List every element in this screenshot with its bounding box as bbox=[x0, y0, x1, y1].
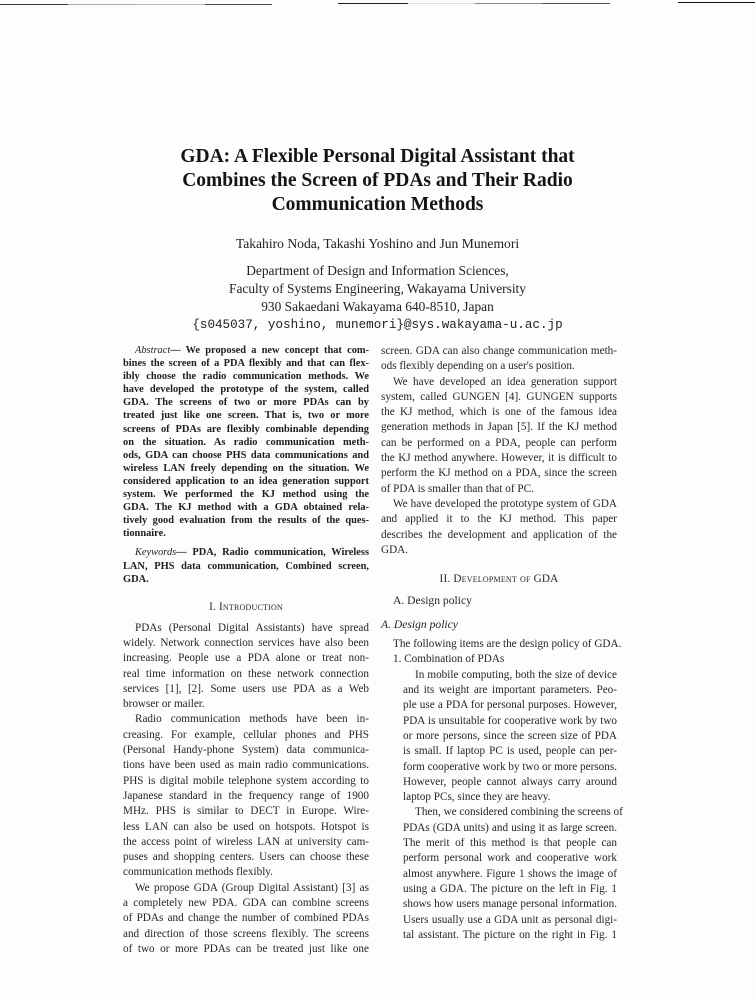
text-line: shows how users manage personal information. bbox=[403, 898, 617, 911]
text-line: ods flexibly depending on a user's position. bbox=[381, 360, 575, 373]
text-line: Japanese standard in the frequency range of 1900 bbox=[123, 789, 369, 802]
scan-edge-line bbox=[408, 3, 475, 4]
abstract-line: tively good evaluation from the results of the ques- bbox=[123, 515, 369, 527]
intro-paragraph-4 bbox=[381, 375, 617, 497]
author-emails: {s045037, yoshino, munemori}@sys.wakayama-u.ac.jp bbox=[192, 318, 563, 332]
list-item-label: 1. Combination of PDAs bbox=[393, 653, 505, 666]
scan-edge-line bbox=[338, 3, 408, 4]
text-line: and applied it to the KJ method. This paper bbox=[381, 513, 617, 526]
text-line: creasing. For example, cellular phones and PHS bbox=[123, 728, 369, 741]
text-line: the access point of wireless LAN at university cam- bbox=[123, 835, 369, 848]
abstract-line: wireless LAN freely depending on the situation. We bbox=[123, 462, 369, 474]
text-line: We have developed an idea generation support bbox=[393, 375, 617, 388]
title-line: Combines the Screen of PDAs and Their Radio bbox=[182, 170, 573, 191]
intro-paragraph-3-cont bbox=[381, 344, 617, 375]
text-line: increasing. People use a PDA alone or treat non- bbox=[123, 652, 369, 665]
text-line: We have developed the prototype system of GDA bbox=[393, 497, 617, 510]
text-line: In mobile computing, both the size of device bbox=[415, 668, 617, 681]
scan-edge-line bbox=[542, 3, 610, 4]
text-line: The merit of this method is that people can bbox=[403, 837, 617, 850]
text-line: form cooperative work by two or more persons. bbox=[403, 760, 617, 773]
text-line: laptop PCs, since they are heavy. bbox=[403, 791, 551, 804]
text-line: describes the development and application of the bbox=[381, 528, 617, 541]
text-line: ple use a PDA for personal purposes. However, bbox=[403, 699, 617, 712]
text-line: of PDA is smaller than that of PC. bbox=[381, 482, 534, 495]
title-line: GDA: A Flexible Personal Digital Assistant that bbox=[180, 146, 575, 167]
left-column bbox=[123, 344, 369, 957]
scan-edge-line bbox=[475, 3, 542, 4]
section-heading-introduction: I. Introduction bbox=[209, 600, 283, 613]
intro-paragraph-1 bbox=[123, 621, 369, 713]
abstract-line: considered application to an idea generation support bbox=[123, 475, 369, 487]
text-line: PDAs (Personal Digital Assistants) have spread bbox=[135, 621, 369, 634]
text-line: is small. If laptop PC is used, people can per- bbox=[403, 745, 617, 758]
text-line: the KJ method, which is one of the famous idea bbox=[381, 406, 617, 419]
text-line: Radio communication methods have been in- bbox=[135, 713, 369, 726]
text-line: services [1], [2]. Some users use PDA as a Web bbox=[123, 682, 369, 695]
text-line: GDA. bbox=[381, 543, 409, 556]
abstract-line: GDA. The KJ method with a GDA obtained rela- bbox=[123, 502, 369, 514]
text-line: of two or more PDAs can be treated just like one bbox=[123, 942, 369, 955]
keywords-line: LAN, PHS data communication, Combined screen, bbox=[123, 560, 369, 572]
text-line: less LAN can also be used on hotspots. Hotspot is bbox=[123, 820, 369, 833]
text-line: the KJ method anywhere. However, it is difficult to bbox=[381, 452, 617, 465]
text-line: or more persons, since the screen size of PDA bbox=[403, 729, 617, 742]
text-line: Users usually use a GDA unit as personal digi- bbox=[403, 913, 617, 926]
list-item-body bbox=[381, 668, 617, 806]
text-line: widely. Network connection services have also been bbox=[123, 636, 369, 649]
intro-paragraph-2 bbox=[123, 712, 369, 880]
affiliation bbox=[120, 262, 635, 334]
scan-edge-line bbox=[205, 4, 272, 5]
text-line: and its weight are important parameters. Peo- bbox=[403, 684, 617, 697]
author-list: Takahiro Noda, Takashi Yoshino and Jun Munemori bbox=[235, 236, 520, 251]
text-line: (Personal Handy-phone System) data communica- bbox=[123, 744, 369, 757]
right-column bbox=[381, 344, 623, 943]
abstract-line: GDA. The screens of two or more PDAs can by bbox=[123, 397, 369, 409]
text-line: However, people cannot always carry around bbox=[403, 775, 617, 788]
abstract-line: Abstract— We proposed a new concept that com- bbox=[135, 345, 369, 356]
abstract-line: bines the screen of a PDA flexibly and that can flex- bbox=[123, 358, 369, 370]
text-line: generation methods in Japan [5]. If the KJ method bbox=[381, 421, 617, 434]
abstract-line: screens of PDAs are flexibly combinable depending bbox=[123, 423, 369, 435]
scan-edge-line bbox=[138, 4, 205, 5]
keywords-line: Keywords— PDA, Radio communication, Wireless bbox=[135, 547, 369, 559]
text-line: tions have been used as main radio communications. bbox=[123, 759, 369, 772]
scan-edge-line bbox=[68, 4, 138, 5]
affiliation-line: Department of Design and Information Sciences, bbox=[246, 263, 509, 278]
text-line: We propose GDA (Group Digital Assistant) [3] as bbox=[135, 881, 369, 894]
text-line: MHz. PHS is similar to DECT in Europe. Wire- bbox=[123, 805, 369, 818]
abstract-line: on the situation. As radio communication meth- bbox=[123, 436, 369, 448]
text-line: perform personal work and cooperative work bbox=[403, 852, 617, 865]
text-line: browser or mailer. bbox=[123, 698, 205, 711]
paper-title bbox=[120, 145, 635, 217]
subsection-heading-italic: A. Design policy bbox=[381, 618, 458, 632]
abstract-line: treated just like one screen. That is, two or more bbox=[123, 410, 369, 422]
text-line: system, called GUNGEN [4]. GUNGEN supports bbox=[381, 390, 617, 403]
abstract bbox=[123, 344, 369, 586]
keywords-line: GDA. bbox=[123, 573, 149, 585]
scan-edge-line bbox=[678, 2, 755, 3]
affiliation-line: Faculty of Systems Engineering, Wakayama University bbox=[229, 281, 526, 296]
title-line: Communication Methods bbox=[271, 194, 484, 215]
section-heading-development: II. Development of GDA bbox=[439, 573, 559, 586]
text-line: Then, we considered combining the screens of bbox=[415, 806, 623, 819]
abstract-line: ibly choose the radio communication methods. We bbox=[123, 371, 369, 383]
affiliation-line: 930 Sakaedani Wakayama 640-8510, Japan bbox=[261, 299, 494, 314]
text-line: PDAs (GDA units) and using it as large screen. bbox=[403, 821, 617, 834]
text-line: real time information on these network connection bbox=[123, 667, 369, 680]
text-line: almost anywhere. Figure 1 shows the image of bbox=[403, 867, 617, 880]
text-line: and direction of those screens flexibly. The screens bbox=[123, 927, 369, 940]
list-item-body-2 bbox=[381, 805, 623, 943]
text-line: PHS is digital mobile telephone system according to bbox=[123, 774, 369, 787]
text-line: using a GDA. The picture on the left in Fig. 1 bbox=[403, 882, 617, 895]
text-line: communication methods flexibly. bbox=[123, 866, 273, 879]
intro-paragraph-5 bbox=[381, 497, 617, 558]
text-line: PDA is unsuitable for cooperative work by two bbox=[403, 714, 617, 727]
abstract-label: Abstract bbox=[135, 345, 171, 356]
abstract-line: ods, GDA can choose PHS data communications and bbox=[123, 449, 369, 461]
text-line: can be performed on a PDA, people can perform bbox=[381, 436, 617, 449]
keywords-label: Keywords bbox=[135, 547, 177, 559]
text-line: perform the KJ method on a PDA, since the screen bbox=[381, 467, 617, 480]
text-line: a completely new PDA. GDA can combine screens bbox=[123, 897, 369, 910]
text-line: tal assistant. The picture on the right in Fig. 1 bbox=[403, 928, 617, 941]
text-line: screen. GDA can also change communication meth- bbox=[381, 345, 617, 357]
design-policy-intro: The following items are the design policy of GDA. bbox=[393, 638, 622, 651]
abstract-line: system. We performed the KJ method using the bbox=[123, 489, 369, 501]
text-line: puses and shopping centers. Users can choose these bbox=[123, 851, 369, 864]
text-line: of PDAs and change the number of combined PDAs bbox=[123, 912, 369, 925]
intro-paragraph-3 bbox=[123, 881, 369, 957]
abstract-line: have developed the prototype of the system, called bbox=[123, 384, 369, 396]
scan-edge-line bbox=[0, 4, 68, 5]
subsection-heading: A. Design policy bbox=[393, 594, 472, 608]
abstract-line: tionnaire. bbox=[123, 528, 166, 540]
